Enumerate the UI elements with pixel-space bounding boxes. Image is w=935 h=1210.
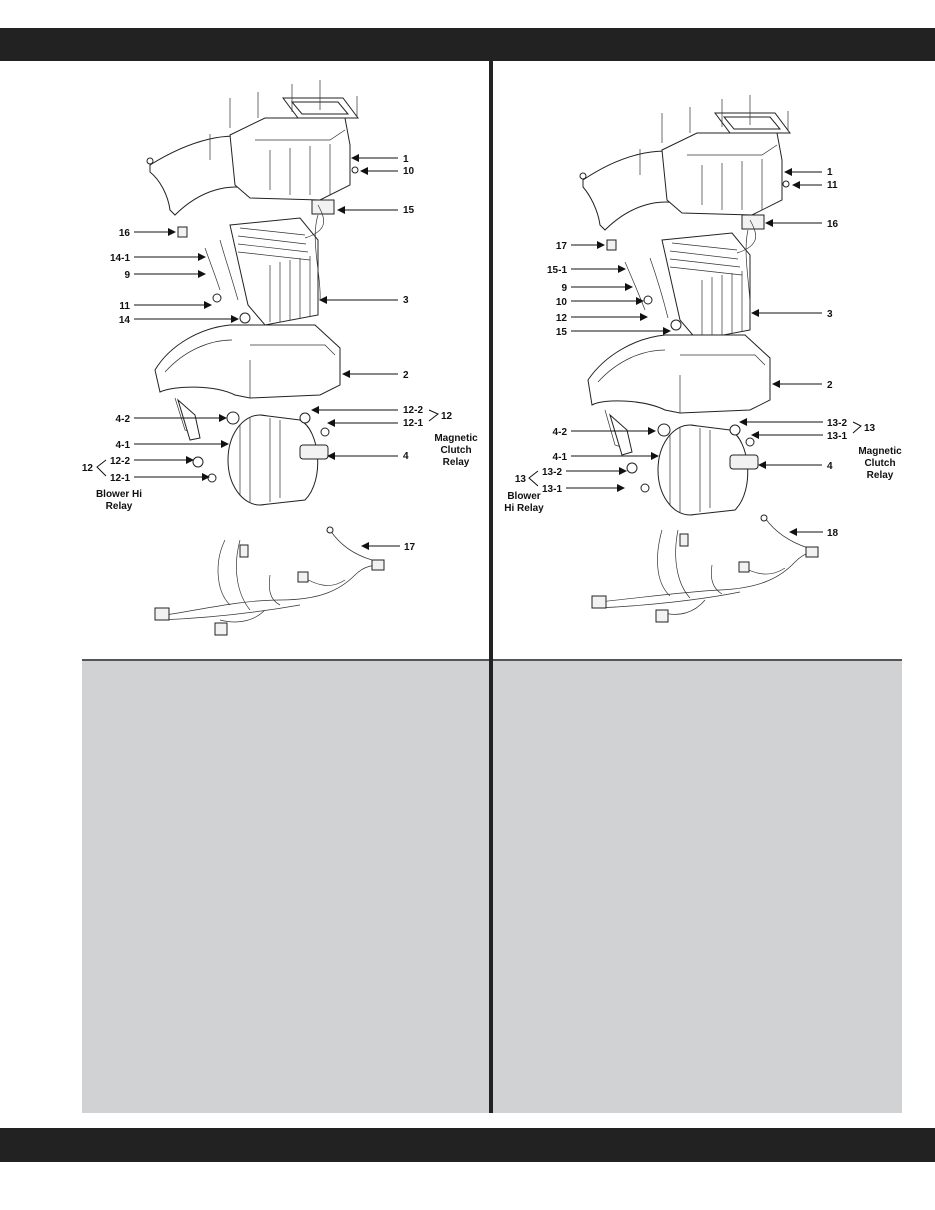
left-magnetic-caption-2: Clutch xyxy=(440,445,472,456)
left-label-15: 15 xyxy=(403,205,415,216)
left-label-2: 2 xyxy=(403,370,409,381)
left-blower-caption-2: Relay xyxy=(105,501,133,512)
right-magnetic-caption-3: Relay xyxy=(866,470,894,481)
right-gray-panel xyxy=(493,661,902,1113)
left-label-12-2-blower: 12-2 xyxy=(109,456,130,467)
right-blower-motor-drawing xyxy=(627,424,758,515)
left-label-11: 11 xyxy=(119,301,130,312)
right-label-1: 1 xyxy=(827,167,833,178)
left-label-12-1-blower: 12-1 xyxy=(109,473,130,484)
left-gray-panel xyxy=(82,661,489,1113)
right-label-3: 3 xyxy=(827,309,833,320)
right-label-13-1: 13-1 xyxy=(827,431,848,442)
right-label-4: 4 xyxy=(827,461,833,472)
right-label-17: 17 xyxy=(555,241,567,252)
left-label-12-blower: 12 xyxy=(81,463,93,474)
left-label-3: 3 xyxy=(403,295,409,306)
right-label-13-2: 13-2 xyxy=(827,418,848,429)
right-label-12: 12 xyxy=(555,313,567,324)
left-blower-motor-drawing xyxy=(193,412,329,505)
left-label-10: 10 xyxy=(403,166,415,177)
right-label-15: 15 xyxy=(555,327,567,338)
right-magnetic-caption-2: Clutch xyxy=(864,458,896,469)
left-evaporator-drawing xyxy=(178,205,324,325)
right-label-4-2: 4-2 xyxy=(552,427,567,438)
right-magnetic-caption-1: Magnetic xyxy=(858,446,902,457)
right-label-16: 16 xyxy=(827,219,839,230)
right-label-4-1: 4-1 xyxy=(552,452,567,463)
left-label-1: 1 xyxy=(403,154,409,165)
right-label-10: 10 xyxy=(555,297,567,308)
left-label-17: 17 xyxy=(404,542,416,553)
left-label-4-1: 4-1 xyxy=(115,440,130,451)
right-exploded-diagram xyxy=(504,95,902,622)
right-blower-caption-2: Hi Relay xyxy=(504,503,544,514)
footer-bar xyxy=(0,1128,935,1162)
left-upper-housing-drawing xyxy=(147,80,358,215)
right-label-13-blower: 13 xyxy=(514,474,526,485)
left-label-14: 14 xyxy=(118,315,130,326)
right-evaporator-drawing xyxy=(607,220,756,340)
left-label-12: 12 xyxy=(441,411,453,422)
left-label-14-1: 14-1 xyxy=(109,253,130,264)
right-wiring-harness-drawing xyxy=(592,515,818,622)
right-label-11: 11 xyxy=(827,180,838,191)
right-label-18: 18 xyxy=(827,528,839,539)
left-label-9: 9 xyxy=(124,270,130,281)
left-label-4-2: 4-2 xyxy=(115,414,130,425)
left-label-12-2: 12-2 xyxy=(403,405,424,416)
right-label-13-1-blower: 13-1 xyxy=(541,484,562,495)
right-blower-caption-1: Blower xyxy=(507,491,541,502)
left-label-16: 16 xyxy=(118,228,130,239)
left-exploded-diagram xyxy=(82,80,478,635)
left-label-12-1: 12-1 xyxy=(403,418,424,429)
right-upper-housing-drawing xyxy=(580,95,790,230)
left-label-4: 4 xyxy=(403,451,409,462)
right-label-9: 9 xyxy=(561,283,567,294)
right-label-15-1: 15-1 xyxy=(546,265,567,276)
left-wiring-harness-drawing xyxy=(155,527,384,635)
right-label-13-2-blower: 13-2 xyxy=(541,467,562,478)
right-label-2: 2 xyxy=(827,380,833,391)
left-magnetic-caption-3: Relay xyxy=(442,457,470,468)
left-magnetic-caption-1: Magnetic xyxy=(434,433,478,444)
left-blower-caption-1: Blower Hi xyxy=(95,489,143,500)
right-label-13: 13 xyxy=(864,423,876,434)
